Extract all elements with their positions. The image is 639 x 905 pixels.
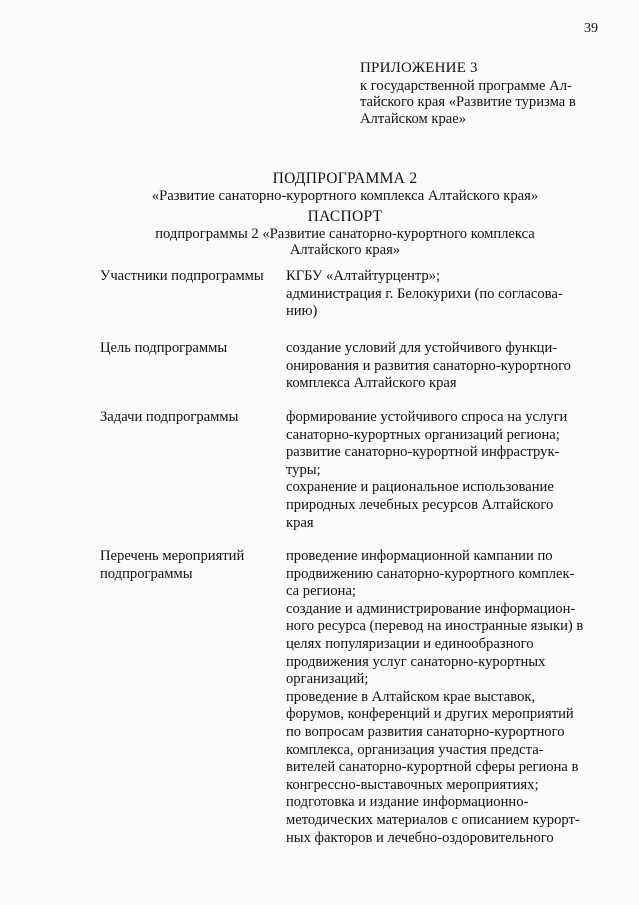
value-line: организаций; [286, 671, 369, 688]
value-line: развитие санаторно-курортной инфраструк- [286, 444, 560, 461]
value-line: КГБУ «Алтайтурцентр»; [286, 268, 441, 284]
row-label: Цель подпрограммы [100, 340, 228, 356]
passport-title: ПАСПОРТ [307, 208, 383, 225]
value-line: администрация г. Белокурихи (по согласова- [286, 285, 563, 302]
value-line: ного ресурса (перевод на иностранные языки) в [286, 618, 584, 635]
value-line: продвижению санаторно-курортного комплек- [286, 565, 575, 582]
row-value [286, 340, 598, 393]
value-line: природных лечебных ресурсов Алтайского [286, 496, 554, 513]
value-line: создание и администрирование информацион- [286, 600, 576, 617]
value-line: нию) [286, 303, 318, 320]
subprogram-heading [90, 170, 600, 204]
value-line: вителей санаторно-курортной сферы региона в [286, 759, 579, 776]
value-line: онирования и развития санаторно-курортного [286, 357, 571, 374]
value-line: проведение в Алтайском крае выставок, [286, 688, 536, 705]
row-value [286, 268, 598, 321]
subprogram-title: ПОДПРОГРАММА 2 [272, 170, 418, 187]
passport-line: подпрограммы 2 «Развитие санаторно-курортного комплекса [155, 225, 535, 242]
appendix-line: Алтайском крае» [360, 110, 467, 127]
value-line: комплекса, организация участия предста- [286, 741, 544, 758]
value-line: по вопросам развития санаторно-курортного [286, 723, 565, 740]
appendix-line: тайского края «Развитие туризма в [360, 94, 576, 111]
value-line: ных факторов и лечебно-оздоровительного [286, 829, 554, 846]
value-line: целях популяризации и единообразного [286, 635, 534, 652]
value-line: са региона; [286, 583, 356, 600]
value-line: формирование устойчивого спроса на услуги [286, 409, 568, 425]
value-line: подготовка и издание информационно- [286, 794, 529, 811]
appendix-subtitle [360, 78, 592, 128]
passport-line: Алтайского края» [289, 242, 401, 259]
subprogram-name: «Развитие санаторно-курортного комплекса Алтайского края» [151, 187, 539, 204]
appendix-title: ПРИЛОЖЕНИЕ 3 [360, 60, 478, 76]
value-line: санаторно-курортных организаций региона; [286, 426, 560, 443]
value-line: сохранение и рациональное использование [286, 479, 554, 496]
row-value [286, 409, 598, 532]
value-line: создание условий для устойчивого функци- [286, 340, 558, 356]
value-line: края [286, 514, 314, 531]
row-value [286, 548, 598, 847]
page-number: 39 [584, 21, 598, 36]
row-label: Участники подпрограммы [100, 268, 264, 284]
row-label-line: подпрограммы [100, 565, 193, 582]
value-line: туры; [286, 461, 321, 478]
row-label: Задачи подпрограммы [100, 409, 239, 425]
row-label [100, 548, 280, 583]
value-line: проведение информационной кампании по [286, 548, 553, 564]
value-line: продвижения услуг санаторно-курортных [286, 653, 546, 670]
row-label-line: Перечень мероприятий [100, 548, 245, 564]
value-line: методических материалов с описанием курорт- [286, 811, 580, 828]
value-line: форумов, конференций и других мероприятий [286, 706, 574, 723]
appendix-line: к государственной программе Ал- [360, 77, 572, 94]
appendix-header [360, 60, 592, 127]
passport-heading [90, 208, 600, 259]
value-line: конгрессно-выставочных мероприятиях; [286, 776, 539, 793]
value-line: комплекса Алтайского края [286, 375, 457, 392]
